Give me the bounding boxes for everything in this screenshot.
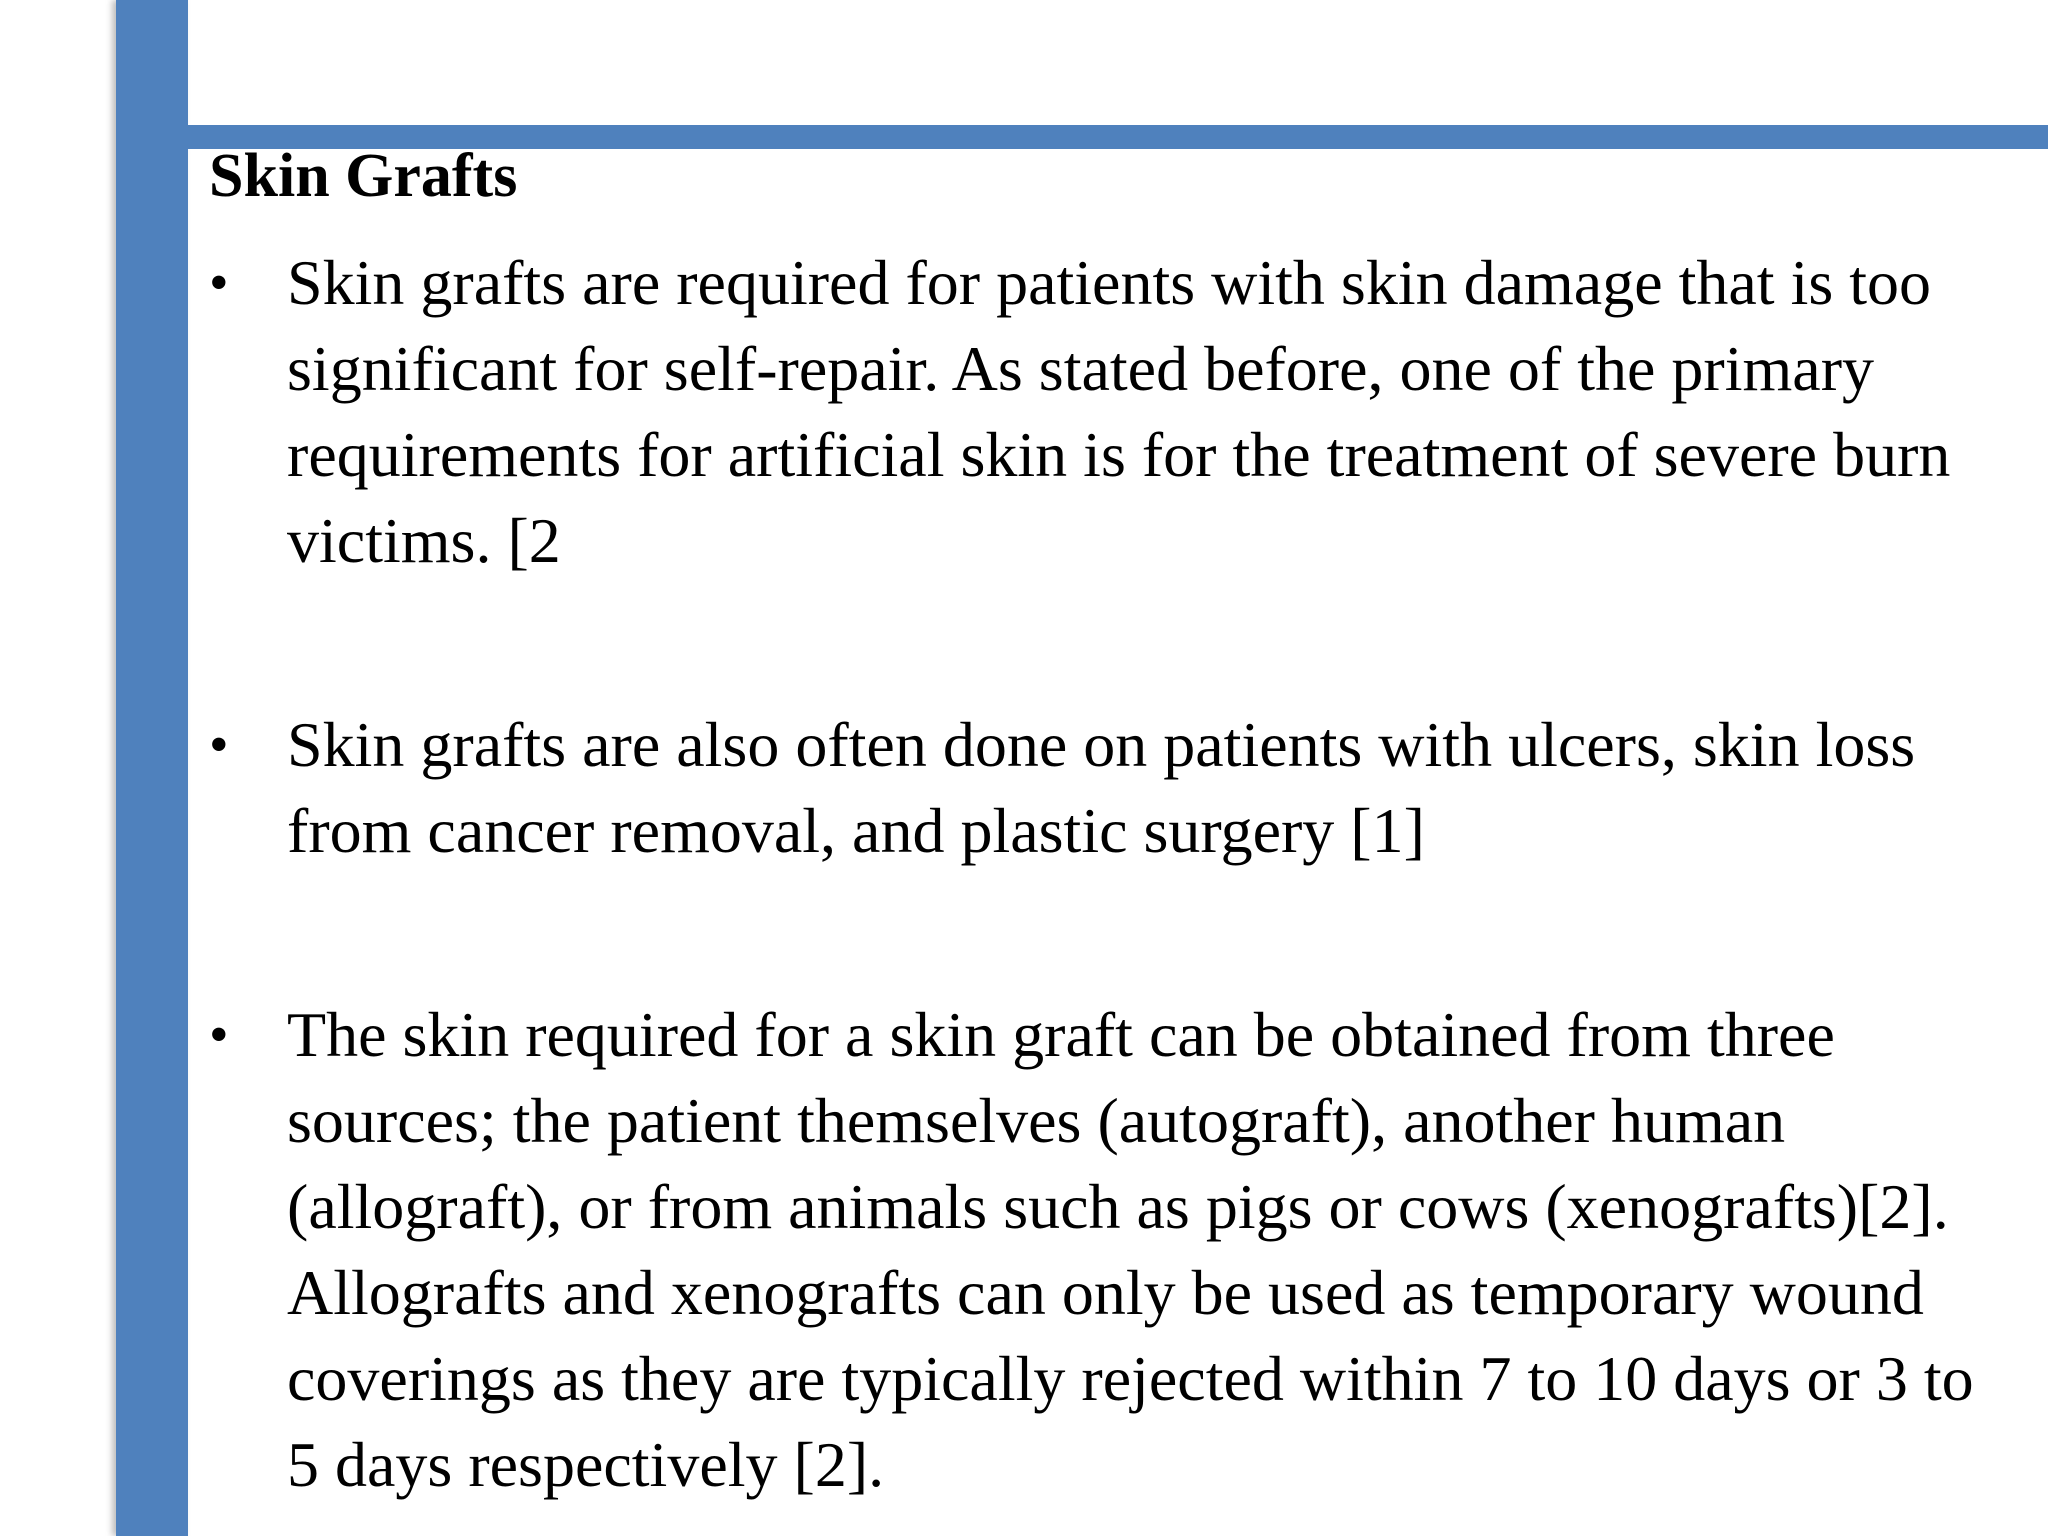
bullet-dot-icon: • [209, 1004, 229, 1066]
left-accent-bar [116, 0, 188, 1536]
bullet-dot-icon: • [209, 252, 229, 314]
bullet-dot-icon: • [209, 714, 229, 776]
bullet-list [209, 240, 2009, 1508]
bullet-text: Skin grafts are required for patients with skin damage that is too significant for self-repair. As stated before, one of the primary requirements for artificial skin is for the treatment of severe burn victims. [2 [287, 247, 1951, 576]
slide-title: Skin Grafts [209, 142, 518, 210]
bullet-text: The skin required for a skin graft can be obtained from three sources; the patient themselves (autograft), another human (allograft), or from animals such as pigs or cows (xenografts)[2]. Allografts and xenografts can only be used as temporary wound coverings as they are typically rejected within 7 to 10 days or 3 to 5 days respectively [2]. [287, 999, 1974, 1500]
bullet-item-2 [209, 702, 2009, 874]
bullet-text: Skin grafts are also often done on patients with ulcers, skin loss from cancer removal, and plastic surgery [1] [287, 709, 1916, 866]
bullet-item-1 [209, 240, 2009, 584]
bullet-item-3 [209, 992, 2009, 1508]
